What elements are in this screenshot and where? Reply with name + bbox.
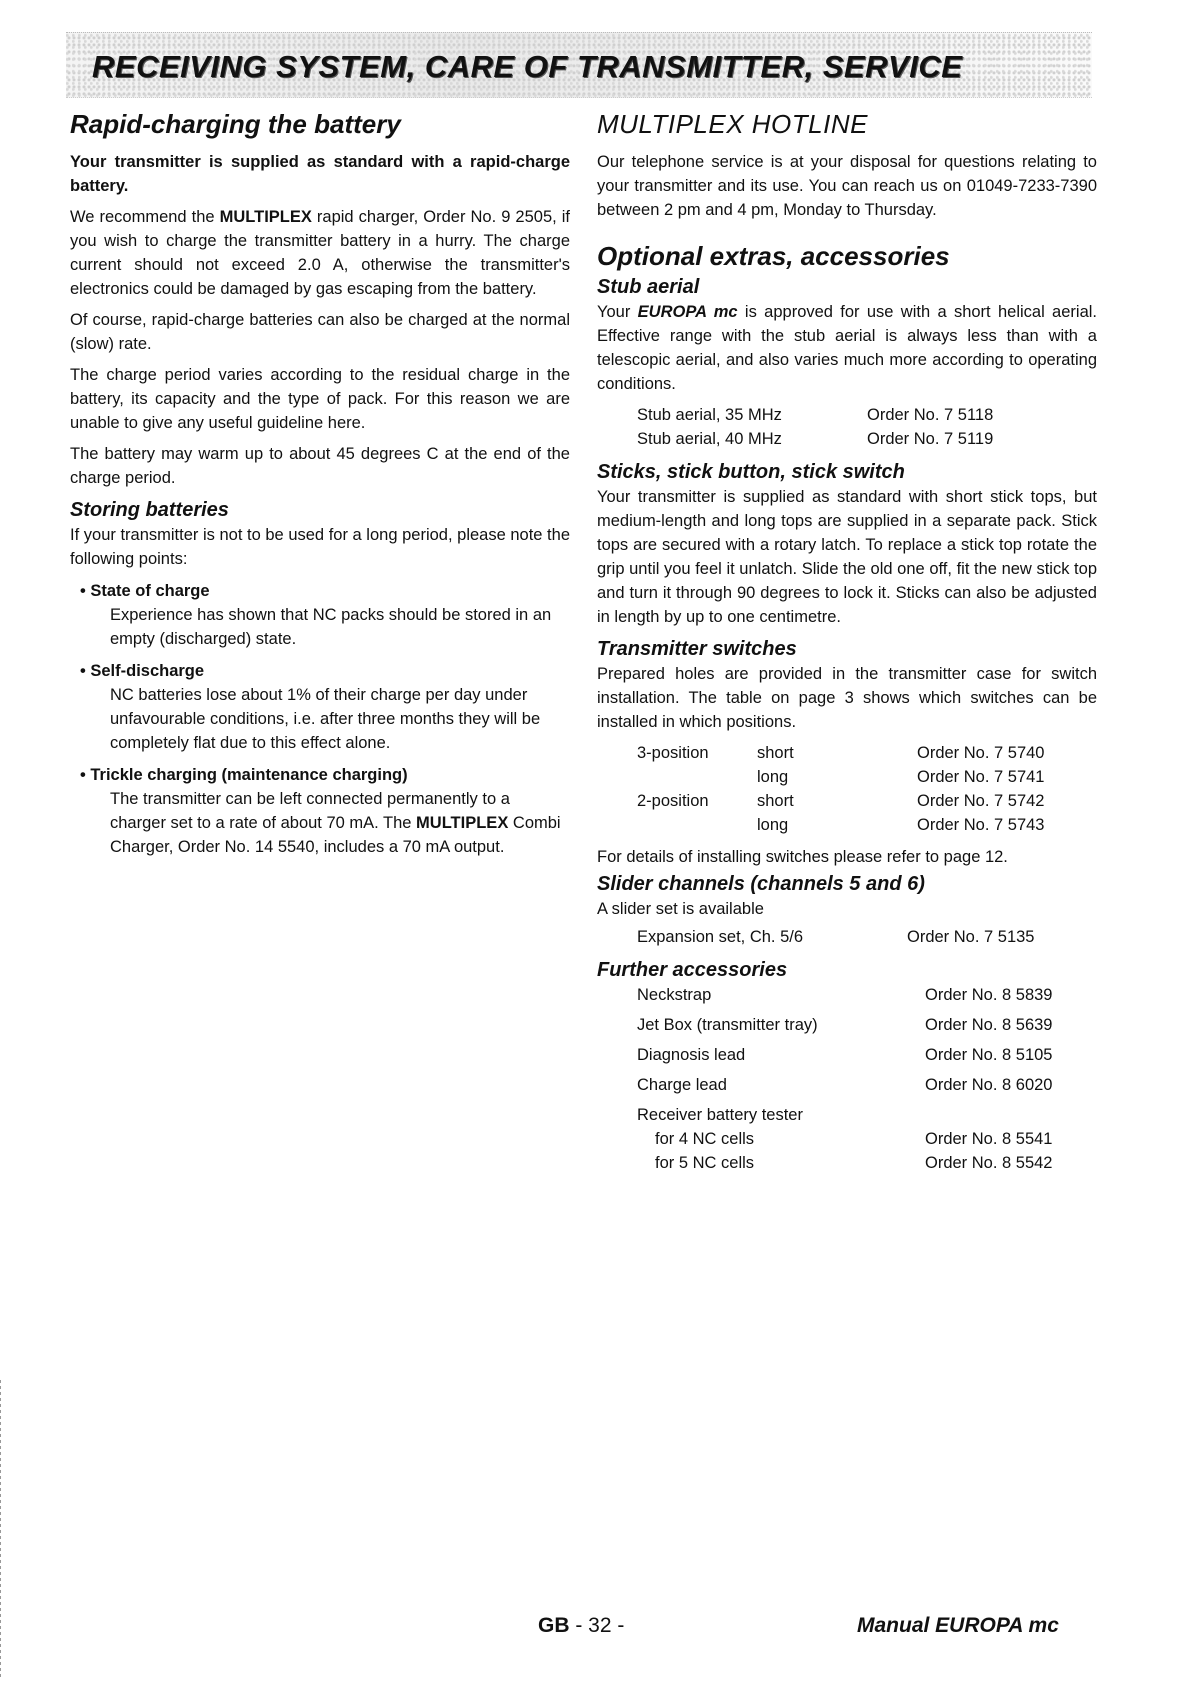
rapid-paragraph-1: We recommend the MULTIPLEX rapid charger, Order No. 9 2505, if you wish to charge the transmitter battery in a hurry. The charge current should not exceed 2.0 A, otherwise the transmitter's electronics could be damaged by gas escaping from the battery. [70,208,570,298]
scan-edge [0,1380,1,1680]
page-number: GB - 32 - [538,1614,625,1637]
table-row: Stub aerial, 35 MHz Order No. 7 5118 [637,406,994,424]
table-row: long Order No. 7 5741 [757,768,1045,786]
rapid-paragraph-3: The charge period varies according to the residual charge in the battery, its capacity and the type of pack. For this reason we are unable to give any useful guideline here. [70,366,570,432]
sticks-text: Your transmitter is supplied as standard with short stick tops, but medium-length and long tops are supplied in a separate pack. Stick tops are secured with a rotary latch. To replace a stick top rotate the grip until you feel it unlatch. Slide the old one off, fit the new stick top and turn it through 90 degrees to lock it. Sticks can also be adjusted in length by up to one centimetre. [597,488,1097,626]
switches-note: For details of installing switches please refer to page 12. [597,848,1008,866]
bullet-head: • State of charge [80,582,210,600]
bullet-state-of-charge [70,579,570,651]
extras-heading: Optional extras, accessories [597,241,950,271]
slider-table [637,925,1035,949]
header-banner [66,32,1092,98]
table-row: Neckstrap Order No. 8 5839 [637,986,1053,1004]
header-title: RECEIVING SYSTEM, CARE OF TRANSMITTER, SERVICE [92,49,963,84]
rapid-paragraph-2: Of course, rapid-charge batteries can also be charged at the normal (slow) rate. [70,311,570,353]
rapid-paragraph-4: The battery may warm up to about 45 degrees C at the end of the charge period. [70,445,570,487]
switches-text: Prepared holes are provided in the transmitter case for switch installation. The table on page 3 shows which switches can be installed in which positions. [597,665,1097,731]
bullet-trickle-charging [70,763,570,859]
manual-title: Manual EUROPA mc [857,1614,1059,1637]
table-row: Receiver battery tester [637,1106,803,1124]
table-row: Jet Box (transmitter tray) Order No. 8 5639 [637,1016,1053,1034]
rapid-lead: Your transmitter is supplied as standard with a rapid-charge battery. [70,153,570,195]
stub-aerial-heading: Stub aerial [597,276,700,298]
table-row: 2-position short Order No. 7 5742 [637,792,1045,810]
rapid-charging-heading: Rapid-charging the battery [70,109,401,139]
hotline-heading: MULTIPLEX HOTLINE [597,109,868,139]
table-row: for 5 NC cells Order No. 8 5542 [655,1154,1053,1172]
table-row: Charge lead Order No. 8 6020 [637,1076,1053,1094]
stub-aerial-text: Your EUROPA mc is approved for use with a short helical aerial. Effective range with the stub aerial is always less than with a telescopic aerial, and also varies much more according to operating conditions. [597,303,1097,393]
bullet-body: The transmitter can be left connected permanently to a charger set to a rate of about 70 mA. The MULTIPLEX Combi Charger, Order No. 14 5540, includes a 70 mA output. [110,790,561,856]
slider-text: A slider set is available [597,900,764,918]
slider-heading: Slider channels (channels 5 and 6) [597,873,925,895]
table-row: for 4 NC cells Order No. 8 5541 [655,1130,1053,1148]
table-row: 3-position short Order No. 7 5740 [637,744,1045,762]
sticks-heading: Sticks, stick button, stick switch [597,461,905,483]
left-column [70,108,570,859]
further-accessories-heading: Further accessories [597,959,788,981]
stub-aerial-table [637,403,993,451]
right-column [597,108,1097,1183]
table-row: long Order No. 7 5743 [757,816,1045,834]
bullet-head: • Self-discharge [80,662,205,680]
bullet-body: Experience has shown that NC packs should be stored in an empty (discharged) state. [110,606,552,648]
bullet-head: • Trickle charging (maintenance charging) [80,766,408,784]
storing-heading: Storing batteries [70,499,229,521]
table-row: Expansion set, Ch. 5/6 Order No. 7 5135 [637,928,1035,946]
switches-table [637,741,1045,837]
further-accessories-table [637,983,1053,1175]
bullet-self-discharge [70,659,570,755]
switches-heading: Transmitter switches [597,638,797,660]
table-row: Stub aerial, 40 MHz Order No. 7 5119 [637,430,994,448]
bullet-body: NC batteries lose about 1% of their charge per day under unfavourable conditions, i.e. after three months they will be completely flat due to this effect alone. [110,686,541,752]
table-row: Diagnosis lead Order No. 8 5105 [637,1046,1053,1064]
storing-intro: If your transmitter is not to be used for a long period, please note the following points: [70,526,570,568]
hotline-text: Our telephone service is at your disposal for questions relating to your transmitter and its use. You can reach us on 01049-7233-7390 between 2 pm and 4 pm, Monday to Thursday. [597,153,1097,219]
